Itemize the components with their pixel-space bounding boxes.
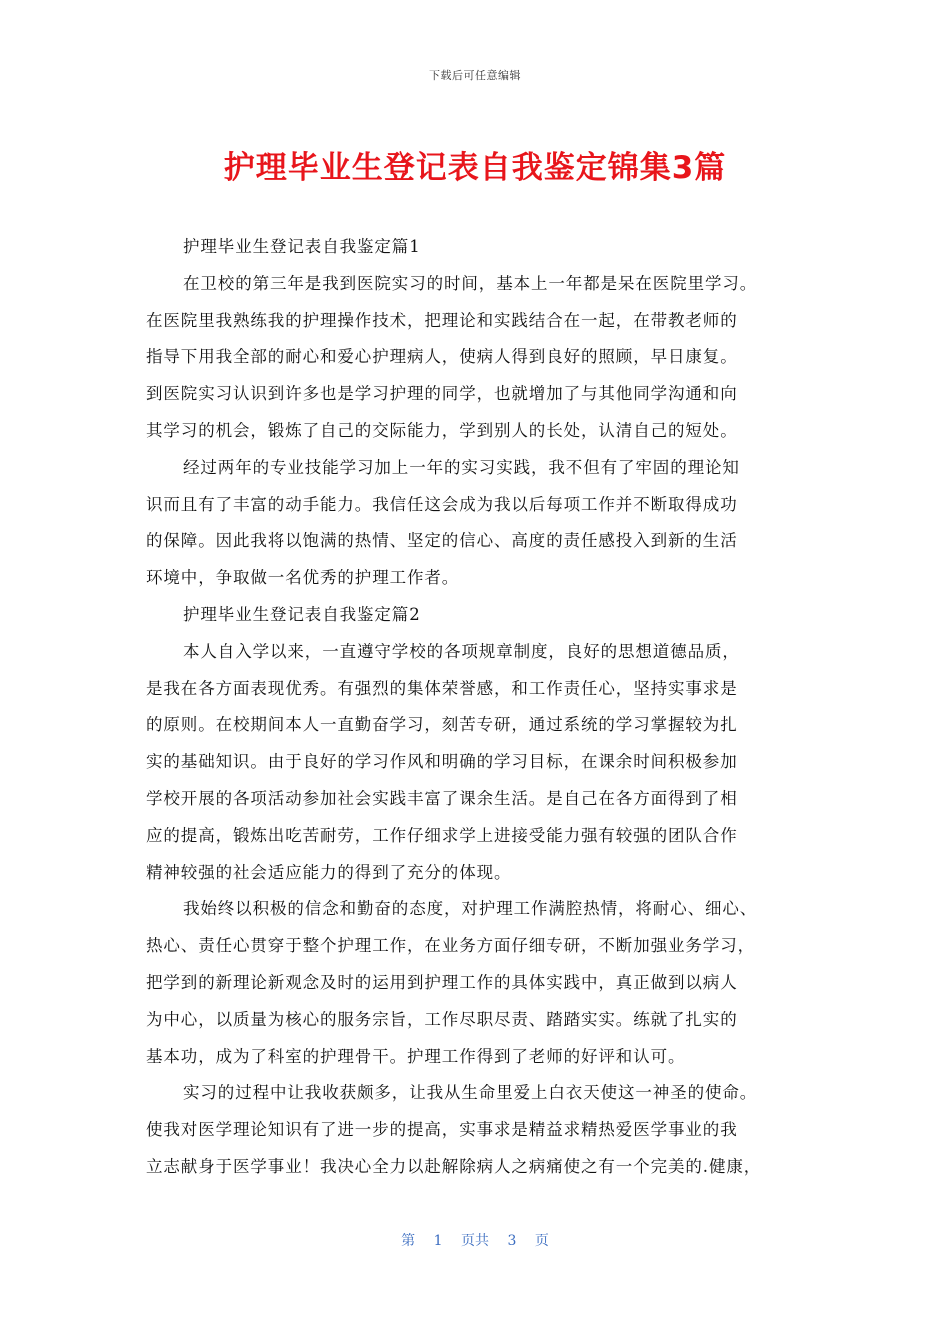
text-line: 我始终以积极的信念和勤奋的态度，对护理工作满腔热情，将耐心、细心、 — [183, 899, 758, 919]
text-line: 实的基础知识。由于良好的学习作风和明确的学习目标，在课余时间积极参加 — [146, 752, 738, 772]
text-line: 经过两年的专业技能学习加上一年的实习实践，我不但有了牢固的理论知 — [183, 457, 740, 477]
page-suffix: 页 — [534, 1233, 549, 1249]
text-line: 基本功，成为了科室的护理骨干。护理工作得到了老师的好评和认可。 — [146, 1046, 686, 1066]
text-line: 的原则。在校期间本人一直勤奋学习，刻苦专研，通过系统的学习掌握较为扎 — [146, 715, 738, 735]
text-line: 识而且有了丰富的动手能力。我信任这会成为我以后每项工作并不断取得成功 — [146, 494, 738, 514]
header-note: 下载后可任意编辑 — [429, 69, 521, 82]
text-line: 护理毕业生登记表自我鉴定篇1 — [183, 237, 421, 256]
total-pages: 3 — [507, 1233, 517, 1249]
text-line: 的保障。因此我将以饱满的热情、坚定的信心、高度的责任感投入到新的生活 — [146, 531, 738, 551]
page-footer — [0, 1230, 950, 1250]
page-prefix: 第 — [401, 1233, 416, 1249]
document-body — [146, 229, 810, 1186]
document-title: 护理毕业生登记表自我鉴定锦集3篇 — [223, 150, 727, 186]
text-line: 到医院实习认识到许多也是学习护理的同学，也就增加了与其他同学沟通和向 — [146, 384, 738, 404]
page-middle: 页共 — [461, 1233, 489, 1249]
text-line: 其学习的机会，锻炼了自己的交际能力，学到别人的长处，认清自己的短处。 — [146, 420, 738, 440]
text-line: 是我在各方面表现优秀。有强烈的集体荣誉感，和工作责任心，坚持实事求是 — [146, 678, 738, 698]
text-line: 环境中，争取做一名优秀的护理工作者。 — [146, 568, 460, 588]
page-number: 1 — [433, 1233, 443, 1249]
text-line: 热心、责任心贯穿于整个护理工作，在业务方面仔细专研，不断加强业务学习， — [146, 936, 755, 956]
text-line: 精神较强的社会适应能力的得到了充分的体现。 — [146, 862, 512, 882]
text-line: 实习的过程中让我收获颇多，让我从生命里爱上白衣天使这一神圣的使命。 — [183, 1083, 758, 1103]
text-line: 本人自入学以来，一直遵守学校的各项规章制度，良好的思想道德品质， — [183, 641, 740, 661]
text-line: 学校开展的各项活动参加社会实践丰富了课余生活。是自己在各方面得到了相 — [146, 788, 738, 808]
text-line: 在医院里我熟练我的护理操作技术，把理论和实践结合在一起，在带教老师的 — [146, 310, 738, 330]
text-line: 指导下用我全部的耐心和爱心护理病人，使病人得到良好的照顾，早日康复。 — [146, 347, 738, 367]
text-line: 为中心，以质量为核心的服务宗旨，工作尽职尽责、踏踏实实。练就了扎实的 — [146, 1009, 738, 1029]
text-line: 立志献身于医学事业！我决心全力以赴解除病人之病痛使之有一个完美的.健康， — [146, 1156, 762, 1176]
text-line: 应的提高，锻炼出吃苦耐劳，工作仔细求学上进接受能力强有较强的团队合作 — [146, 825, 738, 845]
text-line: 在卫校的第三年是我到医院实习的时间，基本上一年都是呆在医院里学习。 — [183, 273, 758, 293]
text-line: 把学到的新理论新观念及时的运用到护理工作的具体实践中，真正做到以病人 — [146, 972, 738, 992]
text-line: 护理毕业生登记表自我鉴定篇2 — [183, 604, 421, 624]
text-line: 使我对医学理论知识有了进一步的提高，实事求是精益求精热爱医学事业的我 — [146, 1120, 738, 1140]
